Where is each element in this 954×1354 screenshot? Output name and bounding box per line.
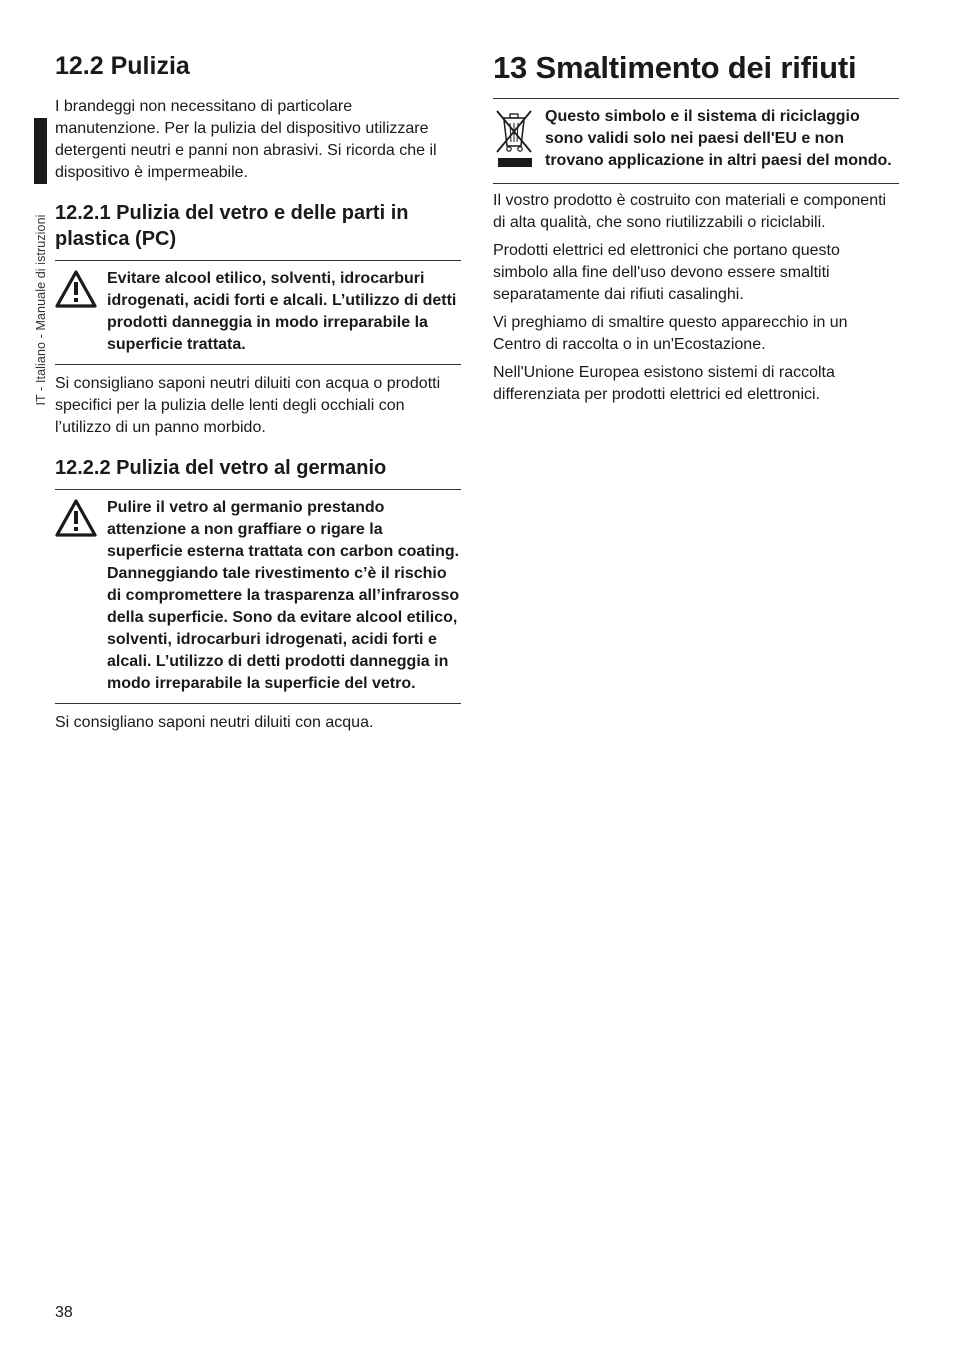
section-title: 12.2 Pulizia	[55, 52, 190, 80]
subsection-2-title: 12.2.2 Pulizia del vetro al germanio	[55, 457, 387, 479]
side-label: IT - Italiano - Manuale di istruzioni	[34, 214, 48, 406]
side-tab-marker	[34, 118, 47, 184]
chapter-title: 13 Smaltimento dei rifiuti	[493, 50, 857, 85]
intro-paragraph: I brandeggi non necessitano di particolare manutenzione. Per la pulizia del dispositivo utilizzare detergenti neutri e panni non abrasivi. Si ricorda che il dispositivo è impermeabile.	[55, 98, 437, 181]
disposal-paragraph-4: Nell'Unione Europea esistono sistemi di raccolta differenziata per prodotti elettrici ed elettronici.	[493, 364, 835, 403]
page-number: 38	[55, 1304, 73, 1321]
weee-notice	[493, 98, 899, 184]
subsection-2-paragraph: Si consigliano saponi neutri diluiti con acqua.	[55, 714, 374, 731]
disposal-paragraph-3: Vi preghiamo di smaltire questo apparecchio in un Centro di raccolta o in un'Ecostazione.	[493, 314, 848, 353]
warning-notice-2	[55, 489, 461, 704]
subsection-1-paragraph: Si consigliano saponi neutri diluiti con acqua o prodotti specifici per la pulizia delle lenti degli occhiali con l’utilizzo di un panno morbido.	[55, 375, 441, 436]
disposal-paragraph-2: Prodotti elettrici ed elettronici che portano questo simbolo alla fine dell'uso devono essere smaltiti separatamente dai rifiuti casalinghi.	[493, 242, 840, 303]
warning-triangle-icon	[55, 497, 107, 542]
warning-text-2: Pulire il vetro al germanio prestando attenzione a non graffiare o rigare la superficie esterna trattata con carbon coating. Danneggiando tale rivestimento c’è il rischio di compromettere la trasparenza all’infrarosso della superficie. Sono da evitare alcool etilico, solventi, idrocarburi idrogenati, acidi forti e alcali. L’utilizzo di detti prodotti danneggia in modo irreparabile la superficie del vetro.	[107, 499, 460, 692]
disposal-paragraph-1: Il vostro prodotto è costruito con materiali e componenti di alta qualità, che sono riutilizzabili o riciclabili.	[493, 192, 887, 231]
left-column	[55, 50, 461, 740]
warning-triangle-icon	[55, 268, 107, 313]
weee-notice-text: Questo simbolo e il sistema di riciclaggio sono validi solo nei paesi dell'EU e non trovano applicazione in altri paesi del mondo.	[545, 108, 892, 169]
crossed-out-bin-icon	[493, 106, 545, 175]
warning-text-1: Evitare alcool etilico, solventi, idrocarburi idrogenati, acidi forti e alcali. L’utilizzo di detti prodotti danneggia in modo irreparabile la superficie trattata.	[107, 270, 457, 353]
warning-notice-1	[55, 260, 461, 365]
right-column	[493, 50, 899, 412]
subsection-1-title: 12.2.1 Pulizia del vetro e delle parti in plastica (PC)	[55, 202, 409, 250]
